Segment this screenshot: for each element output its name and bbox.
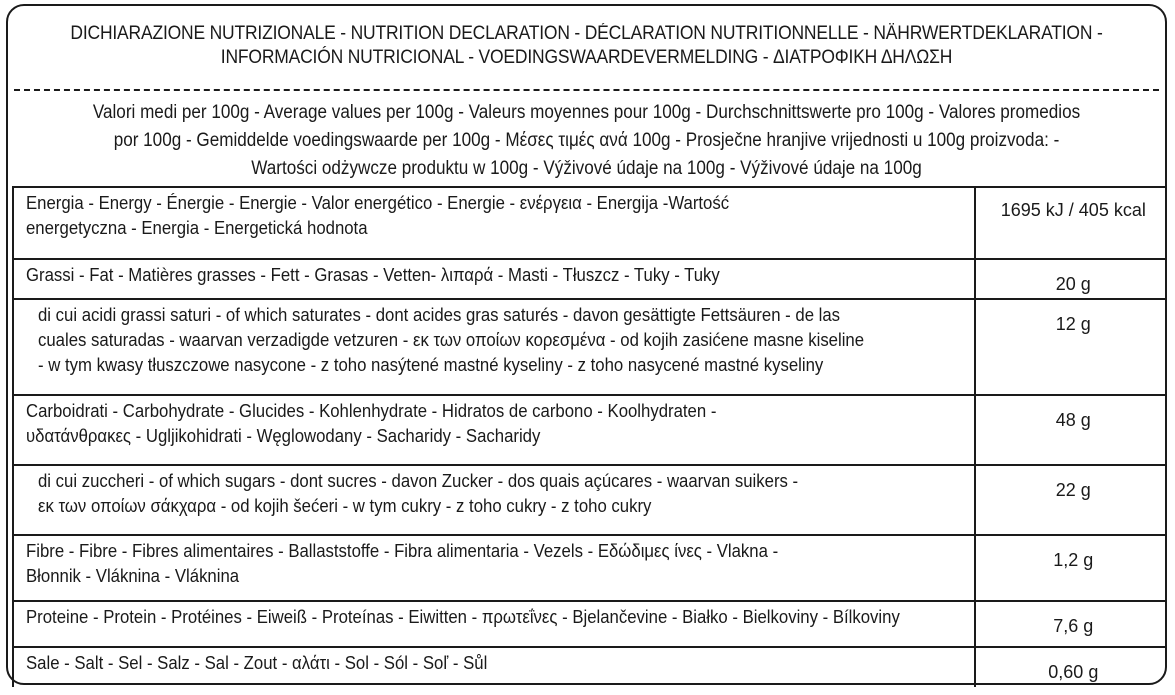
- table-row-salt: [13, 647, 1167, 687]
- nutrient-value: 7,6 g: [975, 601, 1167, 647]
- nutrient-name: di cui zuccheri - of which sugars - dont sucres - davon Zucker - dos quais açúcares - waarvan suikers - εκ των οποίων σάκχαρα - od kojih šećeri - w tym cukry - z toho cukry - z toho cukry: [13, 465, 975, 535]
- nutrient-value: 0,60 g: [975, 647, 1167, 687]
- nutrition-table: [12, 186, 1167, 687]
- nutrient-name: Grassi - Fat - Matières grasses - Fett - Grasas - Vetten- λιπαρά - Masti - Tłuszcz - Tuky - Tuky: [13, 259, 975, 299]
- table-row-energy: [13, 187, 1167, 259]
- nutrient-value: 22 g: [975, 465, 1167, 535]
- title-line: DICHIARAZIONE NUTRIZIONALE - NUTRITION DECLARATION - DÉCLARATION NUTRITIONNELLE - NÄHRWERTDEKLARATION -: [70, 23, 1103, 44]
- nutrition-title: [54, 6, 1118, 88]
- nutrient-value: 1,2 g: [975, 535, 1167, 601]
- nutrient-value: 48 g: [975, 395, 1167, 465]
- intro-line: Valori medi per 100g - Average values per 100g - Valeurs moyennes pour 100g - Durchschnittswerte pro 100g - Valores promedios: [92, 102, 1081, 123]
- table-row-carbohydrate: [13, 395, 1167, 465]
- table-row-sugars: [13, 465, 1167, 535]
- average-values-note: [8, 96, 1165, 188]
- nutrient-name: Proteine - Protein - Protéines - Eiweiß - Proteínas - Eiwitten - πρωτεΐνες - Bjelančevine - Białko - Bielkoviny - Bílkoviny: [13, 601, 975, 647]
- title-line: INFORMACIÓN NUTRICIONAL - VOEDINGSWAARDEVERMELDING - ΔΙΑΤΡΟΦΙΚΗ ΔΗΛΩΣΗ: [220, 47, 953, 68]
- nutrient-name: Energia - Energy - Énergie - Energie - Valor energético - Energie - ενέργεια - Energija -Wartość energetyczna - Energia - Energetická hodnota: [13, 187, 975, 259]
- nutrient-value: 20 g: [975, 259, 1167, 299]
- nutrient-value: 12 g: [975, 299, 1167, 395]
- nutrient-value: 1695 kJ / 405 kcal: [975, 187, 1167, 259]
- nutrient-name: Fibre - Fibre - Fibres alimentaires - Ballaststoffe - Fibra alimentaria - Vezels - Εδώδιμες ίνες - Vlakna - Błonnik - Vláknina - Vláknina: [13, 535, 975, 601]
- dashed-divider: [14, 89, 1159, 91]
- nutrient-name: Sale - Salt - Sel - Salz - Sal - Zout - αλάτι - Sol - Sól - Soľ - Sůl: [13, 647, 975, 687]
- intro-line: por 100g - Gemiddelde voedingswaarde per 100g - Μέσες τιμές ανά 100g - Prosječne hranjive vrijednosti u 100g proizvoda: -: [113, 130, 1060, 151]
- intro-line: Wartości odżywcze produktu w 100g - Výživové údaje na 100g - Výživové údaje na 100g: [251, 158, 922, 179]
- nutrient-name: di cui acidi grassi saturi - of which saturates - dont acides gras saturés - davon gesättigte Fettsäuren - de las cuales saturadas - waarvan verzadigde vetzuren - εκ των οποίων κορεσμένα - od kojih zasićene masne kiseline - w tym kwasy tłuszczowe nasycone - z toho nasýtené mastné kyseliny - z toho nasycené mastné kyseliny: [13, 299, 975, 395]
- table-row-fat: [13, 259, 1167, 299]
- table-row-saturates: [13, 299, 1167, 395]
- table-row-fibre: [13, 535, 1167, 601]
- table-row-protein: [13, 601, 1167, 647]
- nutrient-name: Carboidrati - Carbohydrate - Glucides - Kohlenhydrate - Hidratos de carbono - Koolhydraten - υδατάνθρακες - Ugljikohidrati - Węglowodany - Sacharidy - Sacharidy: [13, 395, 975, 465]
